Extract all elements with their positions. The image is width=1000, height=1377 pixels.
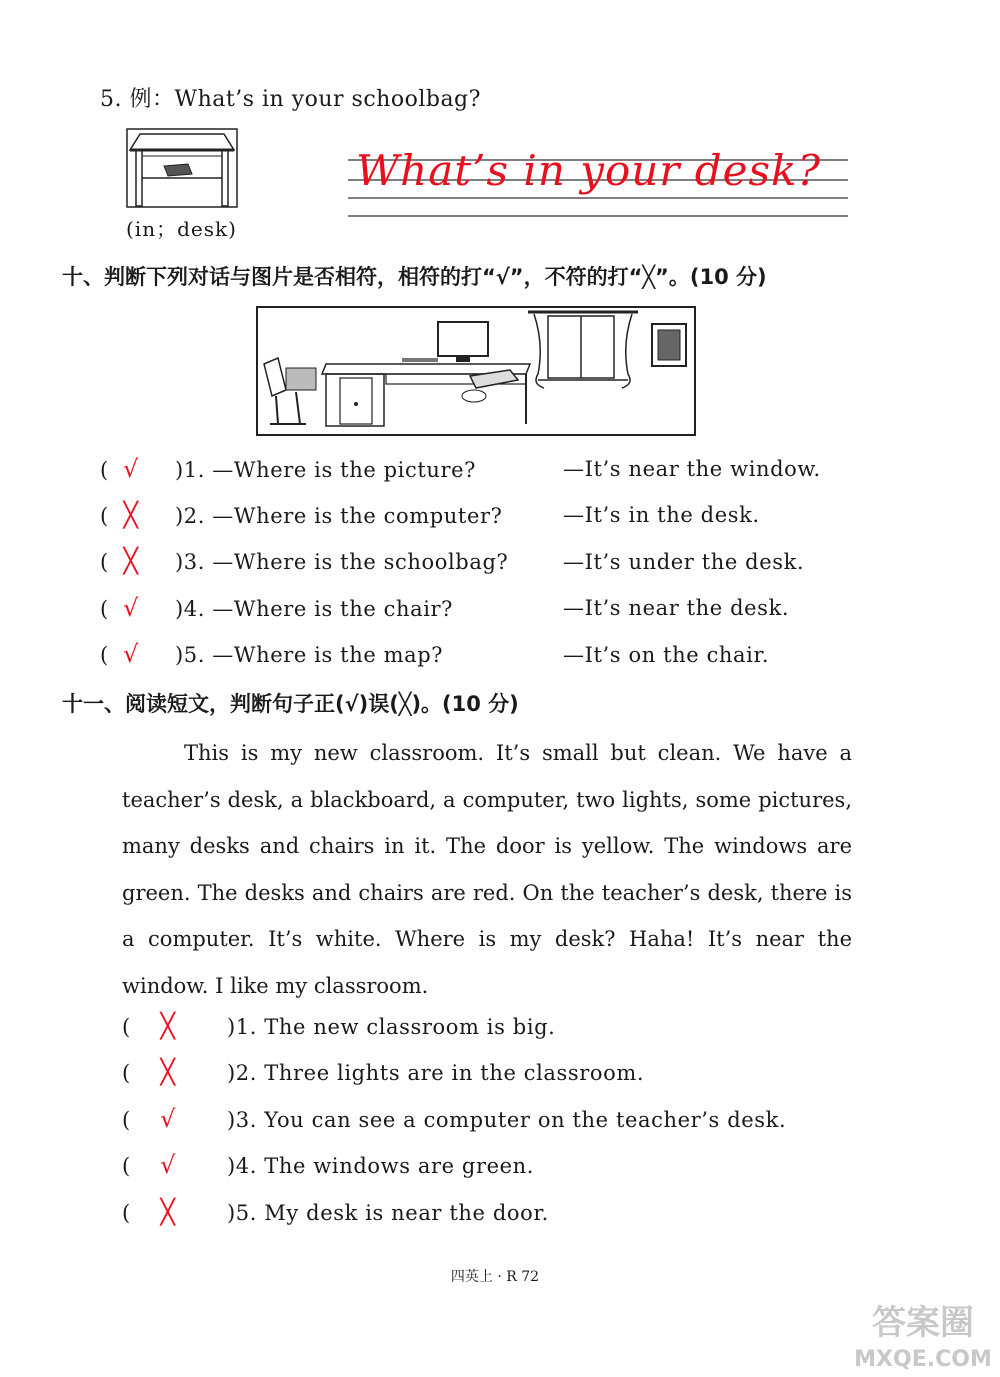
s11-item-1: ( ╳ )1. The new classroom is big. [122, 1012, 556, 1040]
s10-mark-3: ╳ [123, 547, 139, 575]
s10-mark-4: √ [123, 594, 140, 622]
desk-illustration [126, 128, 238, 208]
watermark-line1: 答案圈 [872, 1303, 974, 1343]
s11-mark-5: ╳ [160, 1198, 176, 1226]
s10-item-2: ( ╳ )2. —Where is the computer? [100, 501, 503, 529]
question-5-caption: (in；desk) [126, 217, 237, 241]
s11-item-2: ( ╳ )2. Three lights are in the classroom. [122, 1058, 645, 1086]
s10-mark-2: ╳ [123, 501, 139, 529]
classroom-illustration [256, 306, 696, 436]
s11-item-3: ( √ )3. You can see a computer on the teacher’s desk. [122, 1105, 787, 1133]
s11-mark-3: √ [160, 1105, 177, 1133]
s10-answer-2: —It’s in the desk. [563, 503, 760, 527]
s11-mark-4: √ [160, 1151, 177, 1179]
section-11-title: 十一、阅读短文，判断句子正(√)误(╳)。(10 分) [62, 692, 519, 716]
s11-mark-2: ╳ [160, 1058, 176, 1086]
s10-item-1: ( √ )1. —Where is the picture? [100, 455, 477, 483]
s11-item-4: ( √ )4. The windows are green. [122, 1151, 535, 1179]
watermark-line2: MXQE.COM [854, 1347, 992, 1372]
s10-item-5: ( √ )5. —Where is the map? [100, 640, 444, 668]
s10-item-3: ( ╳ )3. —Where is the schoolbag? [100, 547, 509, 575]
handwritten-answer: What’s in your desk? [356, 146, 821, 195]
s10-answer-5: —It’s on the chair. [563, 643, 770, 667]
reading-passage [122, 730, 852, 1009]
s10-answer-4: —It’s near the desk. [563, 596, 790, 620]
passage-text: This is my new classroom. It’s small but clean. We have a teacher’s desk, a blackboard, a computer, two lights, some pictures, many desks and chairs in it. The door is yellow. The windows are green. The desks and chairs are red. On the teacher’s desk, there is a computer. It’s white. Where is my desk? Haha! It’s near the window. I like my classroom. [122, 741, 852, 998]
s10-mark-5: √ [123, 640, 140, 668]
s10-mark-1: √ [123, 455, 140, 483]
s11-item-5: ( ╳ )5. My desk is near the door. [122, 1198, 549, 1226]
page-footer: 四英上 · R 72 [450, 1269, 540, 1285]
s10-answer-3: —It’s under the desk. [563, 550, 805, 574]
watermark-logo [848, 1290, 998, 1375]
s10-item-4: ( √ )4. —Where is the chair? [100, 594, 454, 622]
s10-answer-1: —It’s near the window. [563, 457, 821, 481]
question-5-prompt: 5. 例：What’s in your schoolbag? [100, 87, 481, 112]
s11-mark-1: ╳ [160, 1012, 176, 1040]
section-10-title: 十、判断下列对话与图片是否相符，相符的打“√”，不符的打“╳”。(10 分) [62, 265, 767, 289]
